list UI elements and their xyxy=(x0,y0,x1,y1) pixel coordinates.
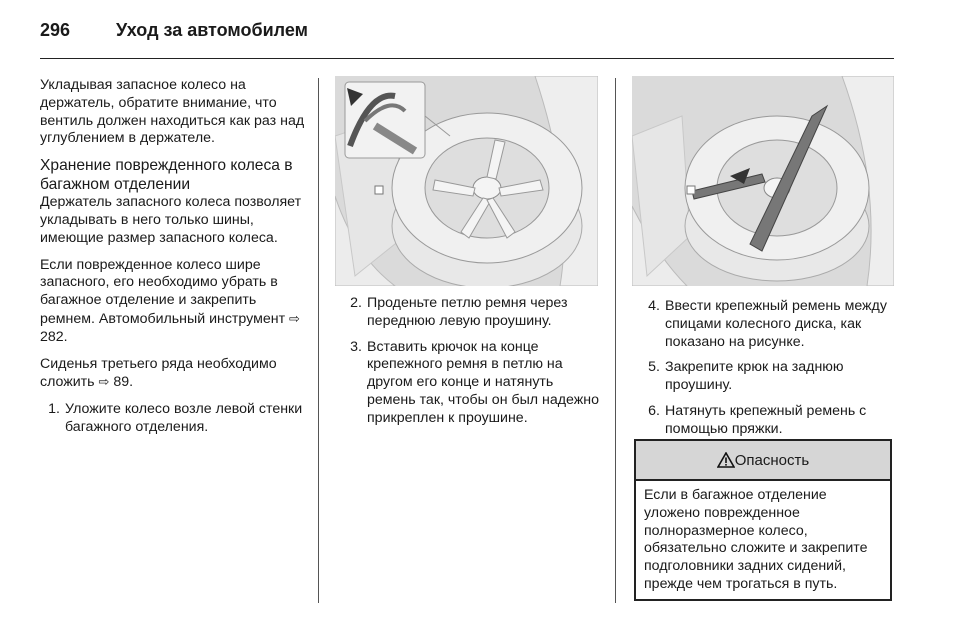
spare-wheel-strap-illustration xyxy=(335,76,598,286)
step-text: Проденьте петлю ремня через переднюю левую проушину. xyxy=(367,295,568,329)
step-number: 2. xyxy=(350,295,362,311)
section-title: Уход за автомобилем xyxy=(116,20,308,40)
subsection-heading: Хранение поврежденного колеса в багажном отделении xyxy=(40,157,293,193)
page-number: 296 xyxy=(40,20,71,40)
paragraph-3-ref: 89 xyxy=(113,374,130,391)
danger-header xyxy=(636,441,890,481)
step-item xyxy=(342,295,600,331)
step-number: 6. xyxy=(648,402,660,419)
paragraph-2-text: Если поврежденное колесо шире запасного, его необходимо убрать в багажное отделение и закрепить ремнем. Автомобильный инструмент xyxy=(40,256,286,327)
column-divider xyxy=(318,78,319,603)
header-rule xyxy=(40,58,894,59)
column-3 xyxy=(640,298,894,447)
step-text: Вставить крючок на конце крепежного ремня в петлю на другом его конце и натянуть ремень так, чтобы он был надежно прикреплен к проушине. xyxy=(367,338,599,426)
steps-list-1 xyxy=(40,401,308,437)
spare-wheel-strapped-illustration xyxy=(632,76,894,286)
step-item xyxy=(40,401,308,437)
steps-list-2 xyxy=(342,295,600,428)
column-1 xyxy=(40,77,308,445)
step-number: 4. xyxy=(648,298,660,314)
page-ref-arrow-icon: ⇨ xyxy=(98,374,110,390)
step-item xyxy=(640,359,894,395)
step-number: 3. xyxy=(350,338,362,355)
step-item xyxy=(640,403,894,439)
intro-paragraph: Укладывая запасное колесо на держатель, обратите внимание, что вентиль должен находиться как раз над углублением в держателе. xyxy=(40,77,305,147)
step-text: Закрепите крюк на заднюю проушину. xyxy=(665,359,844,394)
paragraph-2-ref: 282 xyxy=(40,328,64,345)
warning-triangle-icon xyxy=(717,452,735,468)
step-number: 5. xyxy=(648,359,660,376)
illustration-strap-loop xyxy=(335,76,598,286)
illustration-strap-tension xyxy=(632,76,894,286)
step-item xyxy=(640,298,894,351)
step-text: Уложите колесо возле левой стенки багажного отделения. xyxy=(65,401,303,435)
page-ref-arrow-icon: ⇨ xyxy=(289,310,300,326)
paragraph-2: Если поврежденное колесо шире запасного, его необходимо убрать в багажное отделение и закрепить ремнем. Автомобильный инструмент ⇨ 282. xyxy=(40,256,300,345)
paragraph-1: Держатель запасного колеса позволяет укладывать в него только шины, имеющие размер запасного колеса. xyxy=(40,194,302,246)
step-item xyxy=(342,339,600,428)
column-2 xyxy=(342,295,600,436)
paragraph-3: Сиденья третьего ряда необходимо сложить ⇨ 89. xyxy=(40,355,277,391)
paragraph-3-text: Сиденья третьего ряда необходимо сложить xyxy=(40,355,277,391)
step-text: Ввести крепежный ремень между спицами колесного диска, как показано на рисунке. xyxy=(665,298,887,350)
danger-text: Если в багажное отделение уложено поврежденное полноразмерное колесо, обязательно сложите и закрепите подголовники задних сидений, прежде чем трогаться в путь. xyxy=(644,487,868,592)
danger-box xyxy=(634,439,892,601)
steps-list-3 xyxy=(640,298,894,439)
step-number: 1. xyxy=(48,401,60,418)
danger-title: Опасность xyxy=(734,451,810,469)
column-divider xyxy=(615,78,616,603)
step-text: Натянуть крепежный ремень с помощью пряжки. xyxy=(665,402,867,437)
